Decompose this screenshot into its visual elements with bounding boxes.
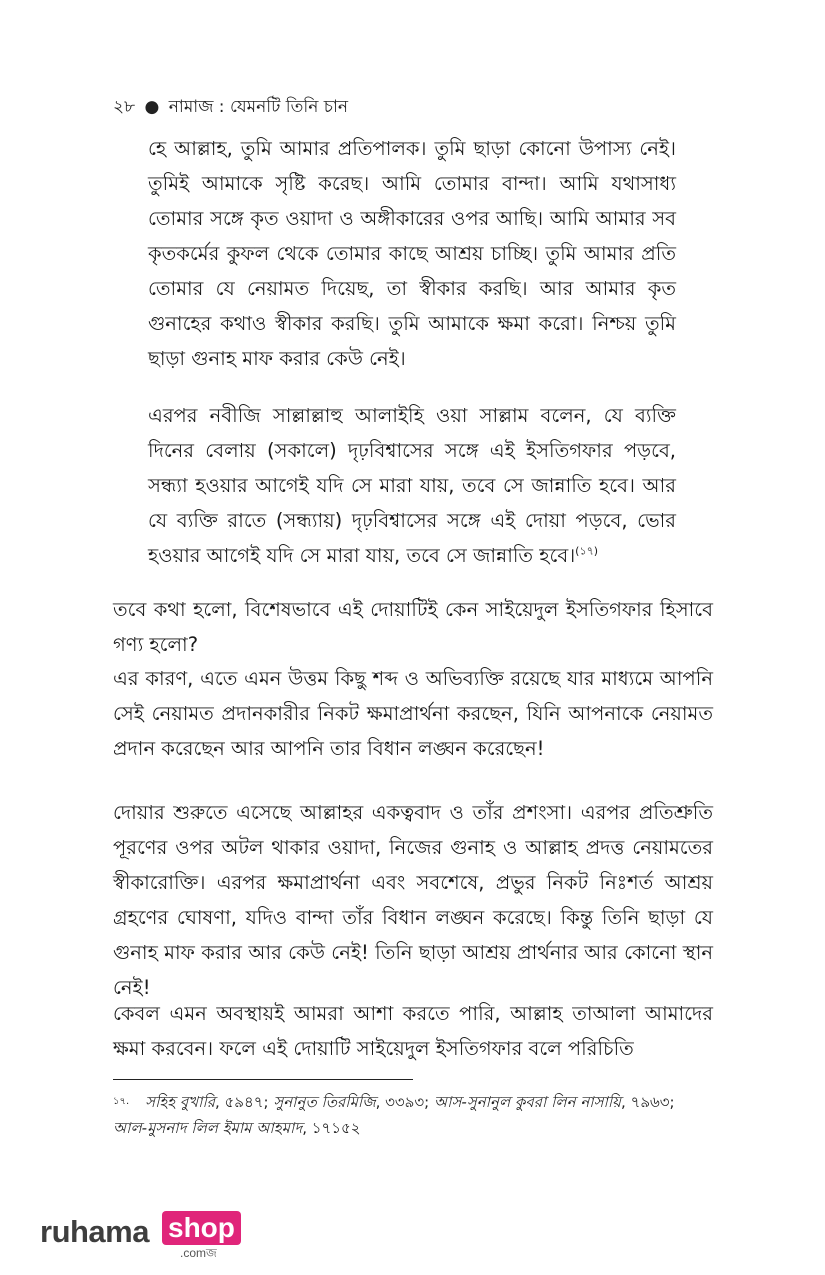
source-ref: , ৭৯৬৩; — [621, 1093, 675, 1111]
source-ref: , ৫৯৪৭; — [215, 1093, 274, 1111]
book-title: নামাজ : যেমনটি তিনি চান — [168, 97, 349, 117]
footnote-ref[interactable]: (১৭) — [575, 544, 599, 558]
running-header — [113, 94, 348, 122]
source-title: সহিহ বুখারি — [145, 1093, 215, 1111]
source-title: সুনানুত তিরমিজি — [273, 1093, 376, 1111]
logo-domain: .comজ — [180, 1246, 217, 1260]
source-title: আল-মুসনাদ লিল ইমাম আহমাদ — [113, 1119, 303, 1137]
logo-shop-badge: shop — [162, 1211, 241, 1245]
dua-translation: হে আল্লাহ, তুমি আমার প্রতিপালক। তুমি ছাড়া কোনো উপাস্য নেই। তুমিই আমাকে সৃষ্টি করেছ। আমি তোমার বান্দা। আমি যথাসাধ্য তোমার সঙ্গে কৃত ওয়াদা ও অঙ্গীকারের ওপর আছি। আমি আমার সব কৃতকর্মের কুফল থেকে তোমার কাছে আশ্রয় চাচ্ছি। তুমি আমার প্রতি তোমার যে নেয়ামত দিয়েছ, তা স্বীকার করছি। আর আমার কৃত গুনাহের কথাও স্বীকার করছি। তুমি আমাকে ক্ষমা করো। নিশ্চয় তুমি ছাড়া গুনাহ মাফ করার কেউ নেই। — [148, 137, 676, 370]
source-ref: , ১৭১৫২ — [302, 1119, 361, 1137]
body-paragraph: কেবল এমন অবস্থায়ই আমরা আশা করতে পারি, আল্লাহ তাআলা আমাদের ক্ষমা করবেন। ফলে এই দোয়াটি সাইয়েদুল ইসতিগফার বলে পরিচিতি — [113, 1002, 713, 1060]
bullet-icon: ● — [144, 97, 160, 117]
body-paragraph: দোয়ার শুরুতে এসেছে আল্লাহর একত্ববাদ ও তাঁর প্রশংসা। এরপর প্রতিশ্রুতি পূরণের ওপর অটল থাকার ওয়াদা, নিজের গুনাহ ও আল্লাহ প্রদত্ত নেয়ামতের স্বীকারোক্তি। এরপর ক্ষমাপ্রার্থনা এবং সবশেষে, প্রভুর নিকট নিঃশর্ত আশ্রয় গ্রহণের ঘোষণা, যদিও বান্দা তাঁর বিধান লঙ্ঘন করেছে। কিন্তু তিনি ছাড়া যে গুনাহ মাফ করার আর কেউ নেই! তিনি ছাড়া আশ্রয় প্রার্থনার আর কোনো স্থান নেই! — [113, 801, 713, 999]
body-paragraph: তবে কথা হলো, বিশেষভাবে এই দোয়াটিই কেন সাইয়েদুল ইসতিগফার হিসাবে গণ্য হলো? — [113, 598, 713, 656]
hadith-quote — [148, 398, 676, 573]
footnote-number: ১৭. — [113, 1096, 130, 1107]
page-number: ২৮ — [113, 97, 136, 117]
footnote-divider — [113, 1079, 413, 1080]
logo-wordmark: ruhama — [40, 1214, 149, 1249]
body-paragraph: এর কারণ, এতে এমন উত্তম কিছু শব্দ ও অভিব্যক্তি রয়েছে যার মাধ্যমে আপনি সেই নেয়ামত প্রদানকারীর নিকট ক্ষমাপ্রার্থনা করছেন, যিনি আপনাকে নেয়ামত প্রদান করেছেন আর আপনি তার বিধান লঙ্ঘন করেছেন! — [113, 667, 713, 760]
footnote — [113, 1089, 713, 1141]
hadith-text: এরপর নবীজি সাল্লাল্লাহু আলাইহি ওয়া সাল্লাম বলেন, যে ব্যক্তি দিনের বেলায় (সকালে) দৃঢ়বিশ্বাসের সঙ্গে এই ইসতিগফার পড়বে, সন্ধ্যা হওয়ার আগেই যদি সে মারা যায়, তবে সে জান্নাতি হবে। আর যে ব্যক্তি রাতে (সন্ধ্যায়) দৃঢ়বিশ্বাসের সঙ্গে এই দোয়া পড়বে, ভোর হওয়ার আগেই যদি সে মারা যায়, তবে সে জান্নাতি হবে। — [148, 404, 676, 567]
source-title: আস-সুনানুল কুবরা লিন নাসায়ি — [434, 1093, 622, 1111]
source-ref: , ৩৩৯৩; — [375, 1093, 434, 1111]
